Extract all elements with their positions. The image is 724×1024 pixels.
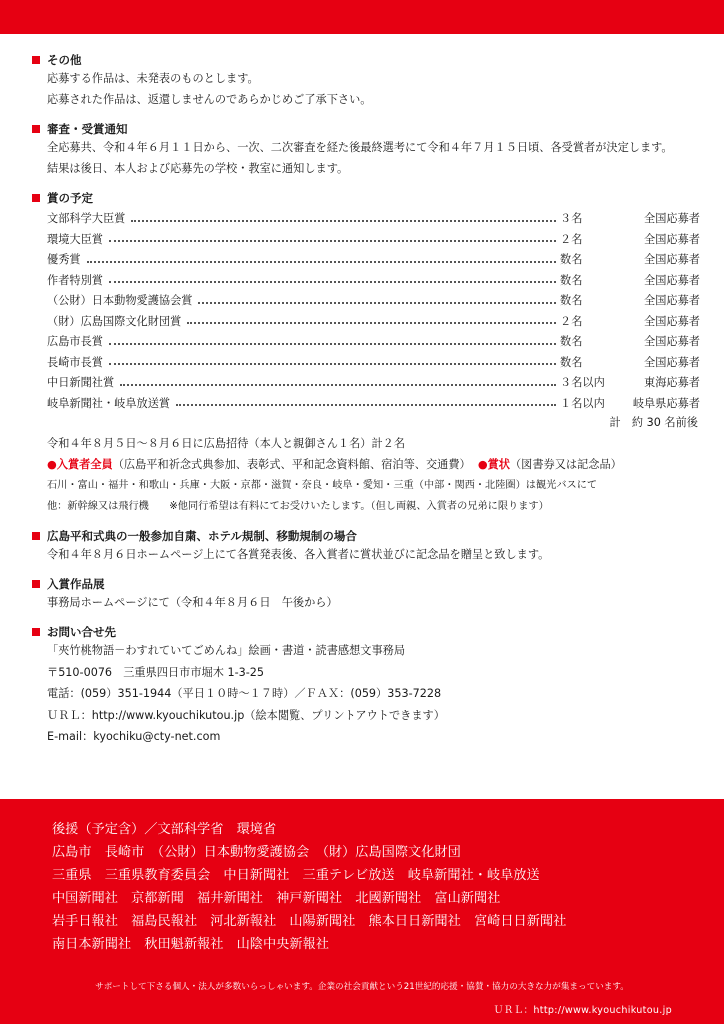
award-count: ３名	[560, 212, 583, 226]
award-scope: 全国応募者	[644, 314, 700, 328]
award-scope: 岐阜県応募者	[632, 396, 700, 410]
bus-text: 石川・富山・福井・和歌山・兵庫・大阪・京都・滋賀・奈良・岐阜・愛知・三重（中部・関西・北陸圏）は観光バスにて	[47, 480, 598, 491]
bullet-square-icon	[32, 194, 40, 202]
award-name: 環境大臣賞	[47, 232, 103, 246]
section-text: 全応募共、令和４年６月１１日から、一次、二次審査を経た後最終選考にて令和４年７月１５日頃、各受賞者が決定します。	[47, 141, 673, 154]
award-scope: 全国応募者	[644, 335, 700, 349]
bullet-square-icon	[32, 125, 40, 133]
award-count: 数名	[560, 294, 583, 308]
section-text: 応募する作品は、未発表のものとします。	[47, 72, 259, 85]
all-winners-label: ●入賞者全員	[47, 458, 113, 471]
award-name: （公財）日本動物愛護協会賞	[47, 294, 193, 308]
section-exhibit	[32, 576, 700, 613]
award-name: 広島市長賞	[47, 335, 103, 349]
section-review	[32, 121, 700, 179]
award-row	[47, 393, 700, 414]
award-scope: 全国応募者	[644, 273, 700, 287]
leader-dots	[109, 280, 556, 283]
office-url-link[interactable]: ＵＲＬ：http://www.kyouchikutou.jp（絵本閲覧、プリントアウトできます）	[47, 708, 445, 722]
award-row	[47, 208, 700, 229]
award-scope: 東海応募者	[644, 376, 700, 390]
award-name: 岐阜新聞社・岐阜放送賞	[47, 396, 171, 410]
award-name: （財）広島国際文化財団賞	[47, 314, 182, 328]
award-row	[47, 372, 700, 393]
section-hiroshima	[32, 528, 700, 565]
bullet-square-icon	[32, 580, 40, 588]
award-row	[47, 352, 700, 373]
support-url-link[interactable]: ＵＲＬ：http://www.kyouchikutou.jp	[493, 1005, 672, 1016]
section-awards	[32, 190, 700, 517]
invite-detail	[47, 454, 700, 475]
certificate-label: ●賞状	[477, 458, 510, 471]
bullet-square-icon	[32, 56, 40, 64]
leader-dots	[176, 403, 556, 406]
award-scope: 全国応募者	[644, 212, 700, 226]
award-list	[32, 208, 700, 413]
award-count: 数名	[560, 355, 583, 369]
support-line: 中国新聞社 京都新聞 福井新聞社 神戸新聞社 北國新聞社 富山新聞社	[52, 891, 501, 906]
award-row	[47, 311, 700, 332]
all-winners-detail: （広島平和祈念式典参加、表彰式、平和記念資料館、宿泊等、交通費）	[112, 458, 471, 471]
leader-dots	[120, 383, 556, 386]
award-row	[47, 249, 700, 270]
section-other	[32, 52, 700, 110]
support-band	[0, 799, 724, 1024]
section-title: 賞の予定	[47, 191, 93, 205]
award-name: 作者特別賞	[47, 273, 103, 287]
award-scope: 全国応募者	[644, 253, 700, 267]
award-count: １名以内	[560, 396, 605, 410]
certificate-detail: （図書券又は記念品）	[509, 458, 622, 471]
award-row	[47, 290, 700, 311]
award-total: 計 約 30 名前後	[609, 416, 698, 429]
leader-dots	[109, 342, 556, 345]
award-scope: 全国応募者	[644, 232, 700, 246]
award-count: ２名	[560, 314, 583, 328]
leader-dots	[187, 321, 556, 324]
award-name: 中日新聞社賞	[47, 376, 115, 390]
other-transport-text: 他：新幹線又は飛行機 ※他同行希望は有料にてお受けいたします。（但し両親、入賞者の兄弟に限ります）	[47, 501, 549, 512]
section-title: 入賞作品展	[47, 577, 105, 591]
leader-dots	[131, 219, 556, 222]
document-body	[32, 52, 700, 759]
section-title: その他	[47, 53, 82, 67]
section-title: 審査・受賞通知	[47, 122, 128, 136]
section-text: 結果は後日、本人および応募先の学校・教室に通知します。	[47, 162, 349, 175]
top-red-band	[0, 0, 724, 34]
support-line: 南日本新聞社 秋田魁新報社 山陰中央新報社	[52, 937, 329, 952]
office-name: 「夾竹桃物語－わすれていてごめんね」絵画・書道・読書感想文事務局	[47, 644, 406, 657]
leader-dots	[87, 260, 556, 263]
support-line: 後援（予定含）／文部科学省 環境省	[52, 822, 277, 837]
award-count: ３名以内	[560, 376, 605, 390]
award-name: 優秀賞	[47, 253, 81, 267]
award-row	[47, 270, 700, 291]
support-list	[52, 818, 566, 956]
award-count: 数名	[560, 253, 583, 267]
section-text: 応募された作品は、返還しませんのであらかじめご了承下さい。	[47, 93, 372, 106]
office-address: 〒510-0076 三重県四日市市堀木 1-3-25	[47, 665, 265, 679]
bullet-square-icon	[32, 628, 40, 636]
office-email-link[interactable]: E-mail：kyochiku@cty-net.com	[47, 730, 221, 743]
award-scope: 全国応募者	[644, 294, 700, 308]
section-text: 事務局ホームページにて（令和４年８月６日 午後から）	[47, 596, 338, 609]
support-line: 三重県 三重県教育委員会 中日新聞社 三重テレビ放送 岐阜新聞社・岐阜放送	[52, 868, 540, 883]
award-name: 長崎市長賞	[47, 355, 103, 369]
section-text: 令和４年８月６日ホームページ上にて各賞発表後、各入賞者に賞状並びに記念品を贈呈と致します。	[47, 548, 550, 561]
award-row	[47, 229, 700, 250]
leader-dots	[109, 362, 556, 365]
invite-text: 令和４年８月５日～８月６日に広島招待（本人と親御さん１名）計２名	[47, 437, 406, 450]
leader-dots	[198, 301, 556, 304]
award-count: ２名	[560, 232, 583, 246]
section-title: 広島平和式典の一般参加自粛、ホテル規制、移動規制の場合	[47, 529, 357, 543]
support-line: 岩手日報社 福島民報社 河北新報社 山陽新聞社 熊本日日新聞社 宮崎日日新聞社	[52, 914, 567, 929]
office-phone: 電話：(059）351-1944（平日１０時～１７時）／ＦＡＸ：(059）353-7228	[47, 687, 442, 700]
section-contact	[32, 624, 700, 748]
award-scope: 全国応募者	[644, 355, 700, 369]
section-title: お問い合せ先	[47, 625, 116, 639]
award-row	[47, 331, 700, 352]
leader-dots	[109, 239, 556, 242]
award-count: 数名	[560, 273, 583, 287]
support-note: サポートして下さる個人・法人が多数いらっしゃいます。企業の社会貢献という21世紀的応援・協賛・協力の大きな力が集まっています。	[95, 982, 629, 992]
award-name: 文部科学大臣賞	[47, 212, 126, 226]
support-line: 広島市 長崎市 （公財）日本動物愛護協会 （財）広島国際文化財団	[52, 845, 461, 860]
award-count: 数名	[560, 335, 583, 349]
bullet-square-icon	[32, 532, 40, 540]
